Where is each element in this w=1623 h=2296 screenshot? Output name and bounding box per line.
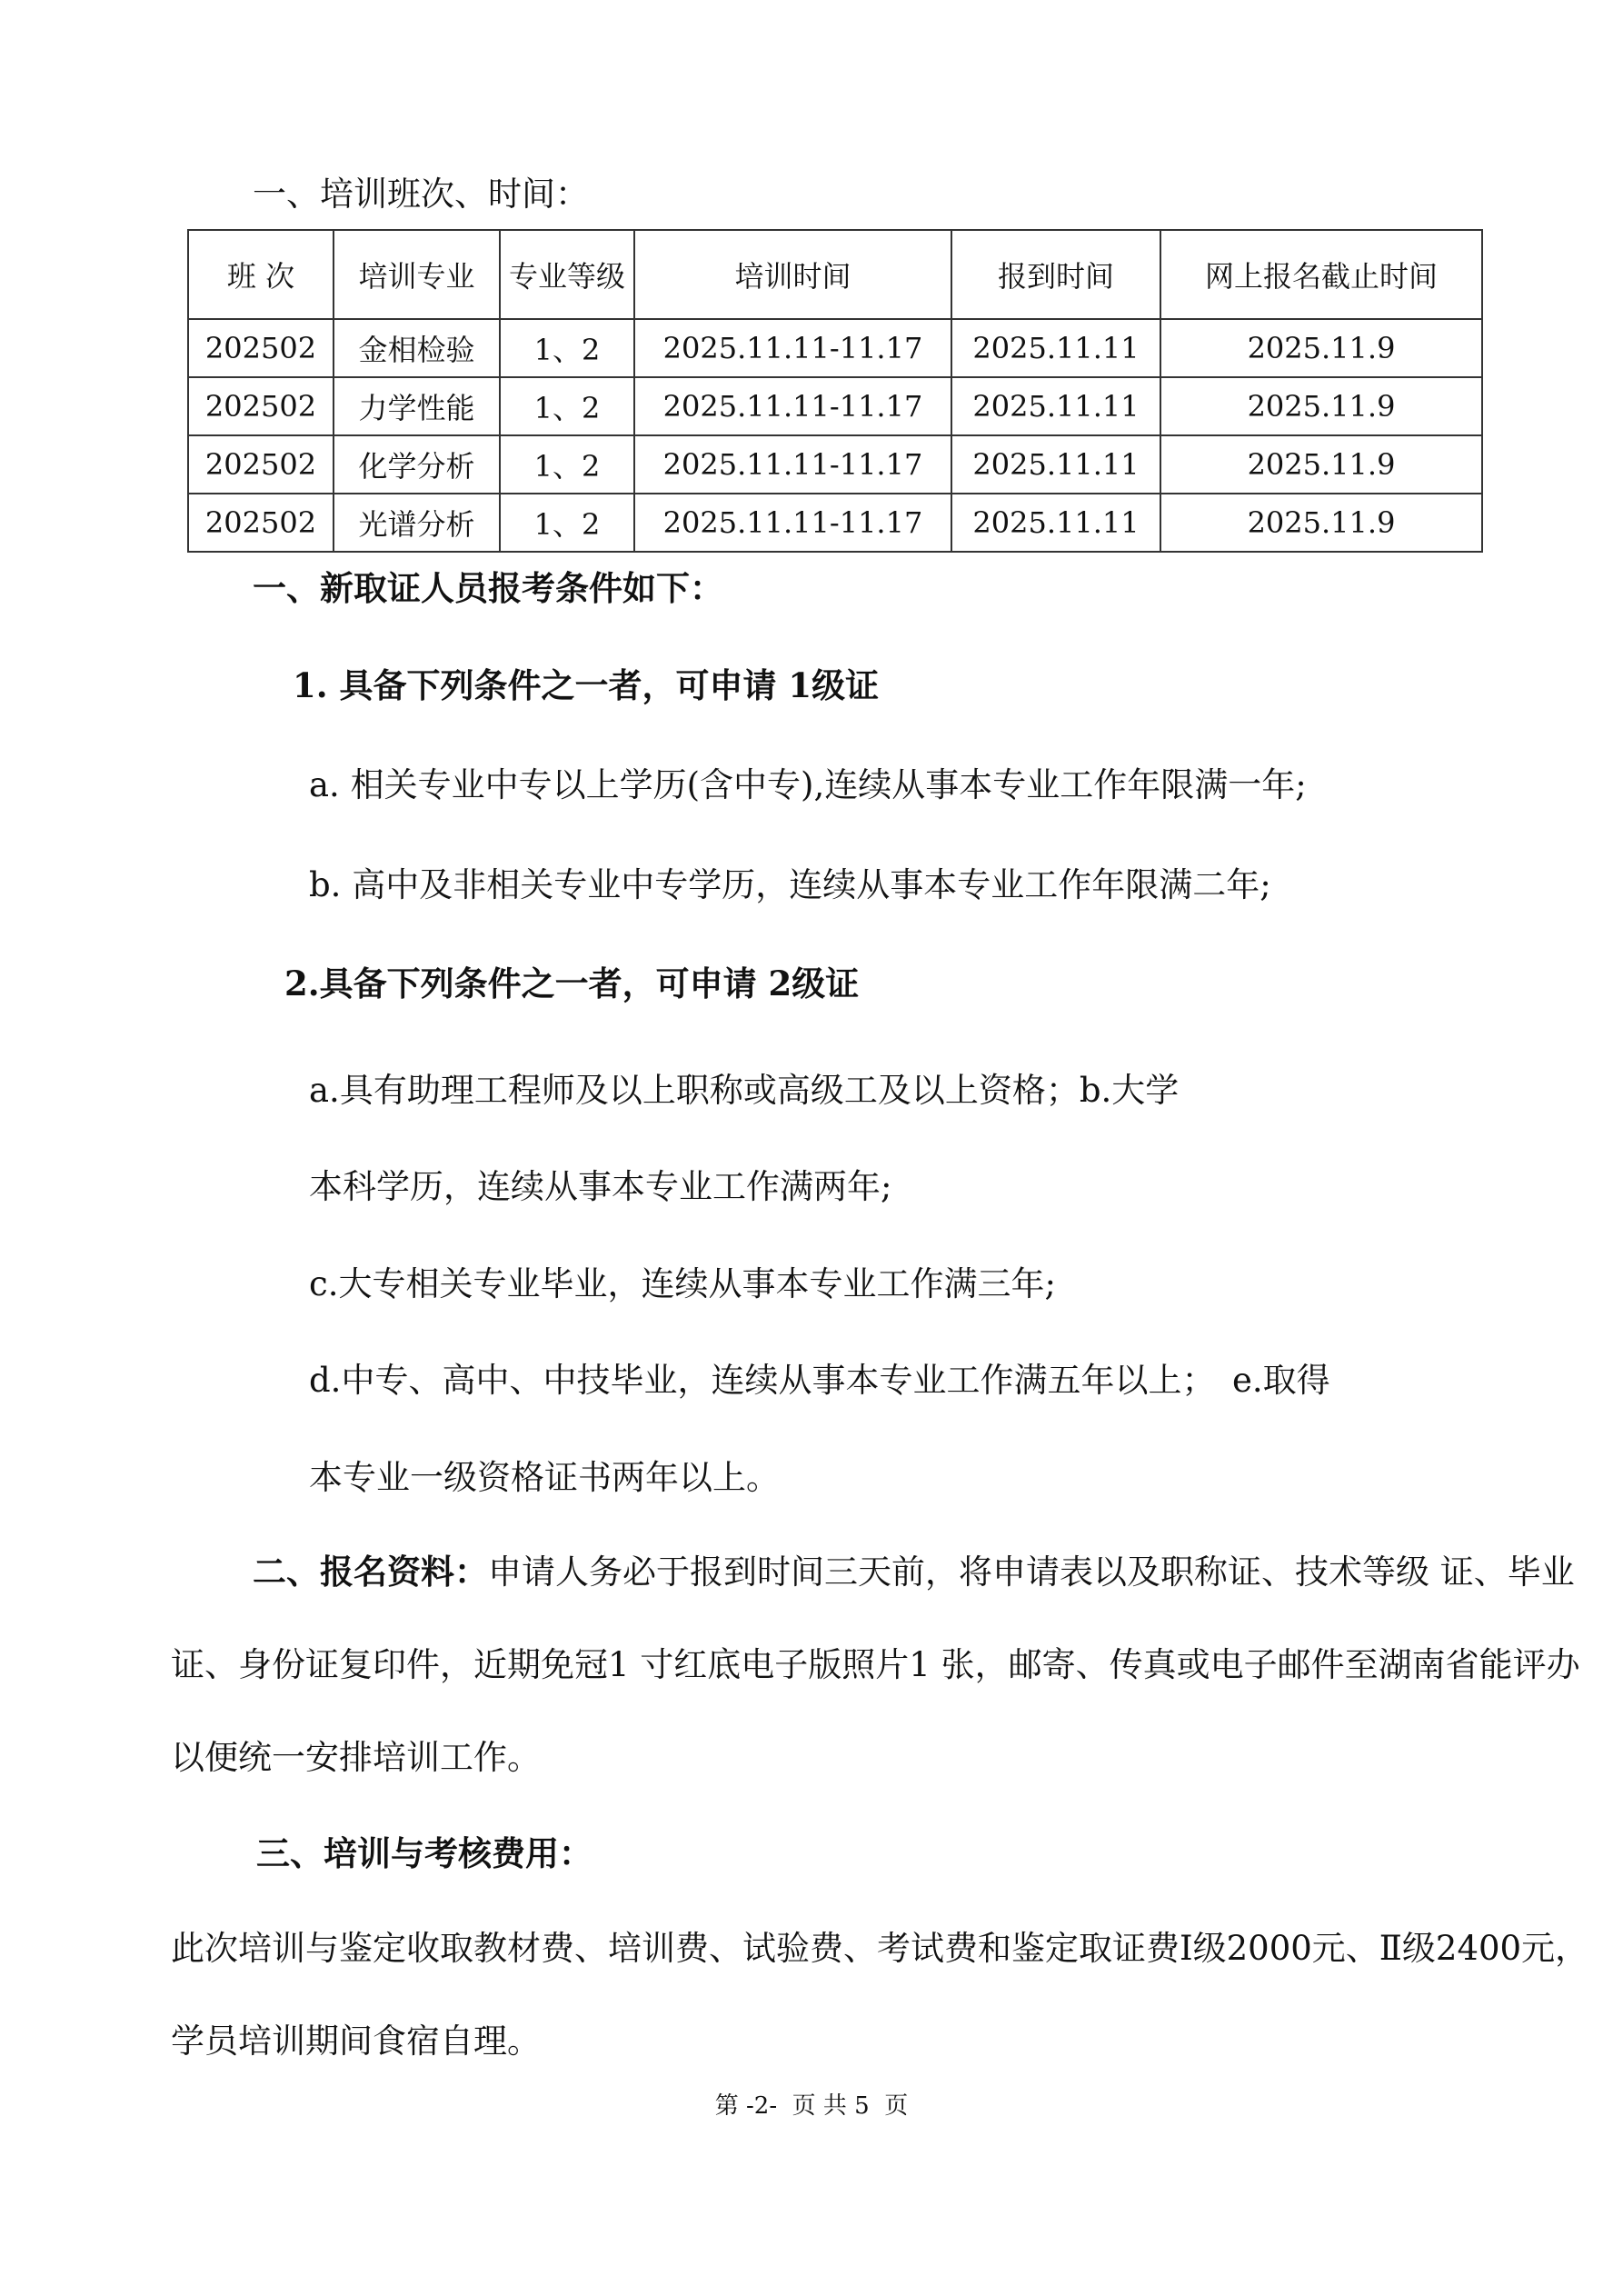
level2-title: 2.具备下列条件之一者，可申请 2级证 — [284, 963, 860, 1003]
table-cell: 力学性能 — [334, 377, 500, 435]
table-header-cell: 专业等级 — [500, 230, 634, 319]
schedule-table — [187, 229, 1483, 553]
table-cell: 2025.11.11 — [951, 494, 1160, 552]
fees-heading: 三、培训与考核费用： — [256, 1833, 592, 1873]
level2-line: c.大专相关专业毕业，连续从事本专业工作满三年; — [309, 1264, 1056, 1303]
fees-text: 此次培训与鉴定收取教材费、培训费、试验费、考试费和鉴定取证费Ⅰ级2000元、Ⅱ级2400元， — [171, 1929, 1589, 1968]
table-cell: 金相检验 — [334, 319, 500, 377]
table-row — [188, 319, 1482, 377]
table-cell: 202502 — [188, 377, 334, 435]
registration-text: 以便统一安排培训工作。 — [171, 1738, 541, 1777]
table-cell: 2025.11.9 — [1160, 319, 1482, 377]
table-header-cell: 班 次 — [188, 230, 334, 319]
registration-text: 申请人务必于报到时间三天前，将申请表以及职称证、技术等级 证、毕业 — [488, 1552, 1575, 1592]
fees-text: 学员培训期间食宿自理。 — [171, 2021, 541, 2061]
table-cell: 2025.11.11 — [951, 435, 1160, 494]
table-row — [188, 494, 1482, 552]
table-cell: 2025.11.9 — [1160, 494, 1482, 552]
table-row — [188, 377, 1482, 435]
registration-label: 二、报名资料： — [253, 1552, 488, 1592]
table-cell: 2025.11.11 — [951, 319, 1160, 377]
schedule-heading: 一、培训班次、时间： — [253, 175, 589, 214]
table-header-row — [188, 230, 1482, 319]
table-header-cell: 培训专业 — [334, 230, 500, 319]
registration-text: 证、身份证复印件，近期免冠1 寸红底电子版照片1 张，邮寄、传真或电子邮件至湖南省能评办 — [171, 1645, 1580, 1684]
table-cell: 2025.11.9 — [1160, 435, 1482, 494]
table-cell: 2025.11.11-11.17 — [634, 494, 951, 552]
level2-line: d.中专、高中、中技毕业，连续从事本专业工作满五年以上； e.取得 — [309, 1361, 1330, 1400]
table-cell: 2025.11.11-11.17 — [634, 377, 951, 435]
table-cell: 化学分析 — [334, 435, 500, 494]
level1-item-a: a. 相关专业中专以上学历(含中专),连续从事本专业工作年限满一年; — [309, 765, 1307, 804]
table-cell: 1、2 — [500, 319, 634, 377]
level1-item-b: b. 高中及非相关专业中专学历，连续从事本专业工作年限满二年; — [309, 865, 1271, 904]
table-cell: 光谱分析 — [334, 494, 500, 552]
level2-line: a.具有助理工程师及以上职称或高级工及以上资格；b.大学 — [309, 1071, 1180, 1110]
table-cell: 2025.11.11-11.17 — [634, 319, 951, 377]
table-header-cell: 报到时间 — [951, 230, 1160, 319]
level2-line: 本专业一级资格证书两年以上。 — [309, 1458, 780, 1497]
table-cell: 1、2 — [500, 494, 634, 552]
table-cell: 202502 — [188, 319, 334, 377]
table-header-cell: 培训时间 — [634, 230, 951, 319]
table-cell: 2025.11.9 — [1160, 377, 1482, 435]
level1-title: 1. 具备下列条件之一者，可申请 1级证 — [293, 665, 880, 705]
table-cell: 202502 — [188, 435, 334, 494]
registration-paragraph-line — [253, 1550, 1575, 1594]
page-footer: 第 -2- 页 共 5 页 — [714, 2092, 909, 2120]
level2-line: 本科学历，连续从事本专业工作满两年; — [309, 1167, 892, 1206]
table-cell: 2025.11.11 — [951, 377, 1160, 435]
table-row — [188, 435, 1482, 494]
table-cell: 2025.11.11-11.17 — [634, 435, 951, 494]
table-cell: 202502 — [188, 494, 334, 552]
conditions-heading: 一、新取证人员报考条件如下： — [253, 568, 723, 608]
table-cell: 1、2 — [500, 435, 634, 494]
table-cell: 1、2 — [500, 377, 634, 435]
table-header-cell: 网上报名截止时间 — [1160, 230, 1482, 319]
